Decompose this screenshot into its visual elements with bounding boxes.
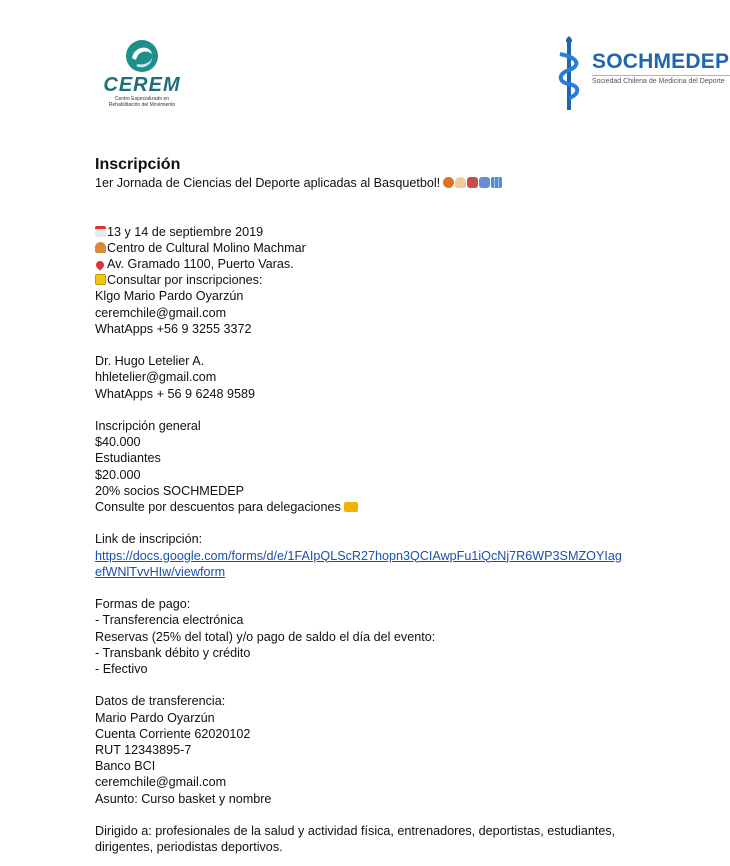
event-venue: Centro de Cultural Molino Machmar [95,240,695,256]
calendar-icon [95,226,106,237]
pricing-members: 20% socios SOCHMEDEP [95,483,245,498]
pin-icon [94,259,105,270]
transfer-rut: RUT 12343895-7 [95,743,192,757]
ticket-icon [95,274,106,285]
pricing-general-label: Inscripción general [95,418,201,433]
transfer-subject: Asunto: Curso basket y nombre [95,791,272,806]
sochmedep-logo [552,32,730,112]
payment-item-cash: - Efectivo [95,662,148,676]
pricing-students-price: $20.000 [95,467,141,482]
document-body [95,155,695,855]
transfer-label: Datos de transferencia: [95,694,226,709]
audience-line-2: dirigentes, periodistas deportivos. [95,840,283,855]
pricing-delegations: Consulte por descuentos para delegaciones [95,499,695,515]
person-icon [455,177,466,188]
pricing-students-label: Estudiantes [95,451,161,466]
contact2-email: hhletelier@gmail.com [95,370,217,385]
sochmedep-logo-text: SOCHMEDEP [592,50,730,73]
pricing-general-price: $40.000 [95,435,141,450]
event-address: Av. Gramado 1100, Puerto Varas. [95,256,695,272]
transfer-email: ceremchile@gmail.com [95,775,227,790]
event-subtitle: 1er Jornada de Ciencias del Deporte aplicadas al Basquetbol! [95,175,695,191]
cerem-logo [96,38,188,110]
contact2-whatsapp: WhatApps + 56 9 6248 9589 [95,386,255,401]
event-date: 13 y 14 de septiembre 2019 [95,224,695,240]
page-title: Inscripción [95,156,181,173]
transfer-bank: Banco BCI [95,759,156,774]
registration-link[interactable]: https://docs.google.com/forms/d/e/1FAIpQLScR27hopn3QCIAwpFu1iQcNj7R6WP3SMZOYIag efWNlTvvHIw/viewform [95,548,622,579]
transfer-name: Mario Pardo Oyarzún [95,710,215,725]
audience-line-1: Dirigido a: profesionales de la salud y actividad física, entrenadores, deportistas, estudiantes, [95,824,616,838]
contact1-email: ceremchile@gmail.com [95,305,227,320]
sochmedep-divider [592,75,730,76]
house-icon [95,242,106,253]
consult-label: Consultar por inscripciones: [95,272,695,288]
bar-chart-icon [491,177,502,188]
basketball-icon [443,177,454,188]
contact1-name: Klgo Mario Pardo Oyarzún [95,289,244,304]
cerem-logo-subtitle: Centro Especializado en Rehabilitación del Movimiento [108,96,176,108]
payment-item-transfer: - Transferencia electrónica [95,613,244,628]
sochmedep-logo-subtitle: Sociedad Chilena de Medicina del Deporte [592,78,725,85]
payment-item-transbank: - Transbank débito y crédito [95,645,251,660]
runner-icon [479,177,490,188]
payment-reservation: Reservas (25% del total) y/o pago de saldo el día del evento: [95,629,436,644]
dancer-icon [467,177,478,188]
cerem-logo-text: CEREM [103,74,181,96]
transfer-account: Cuenta Corriente 62020102 [95,726,251,741]
cerem-emblem-icon [96,38,188,78]
bus-icon [344,502,358,512]
caduceus-icon [552,32,588,112]
contact2-name: Dr. Hugo Letelier A. [95,354,205,369]
link-label: Link de inscripción: [95,532,203,547]
payment-label: Formas de pago: [95,597,191,612]
contact1-whatsapp: WhatApps +56 9 3255 3372 [95,321,252,336]
